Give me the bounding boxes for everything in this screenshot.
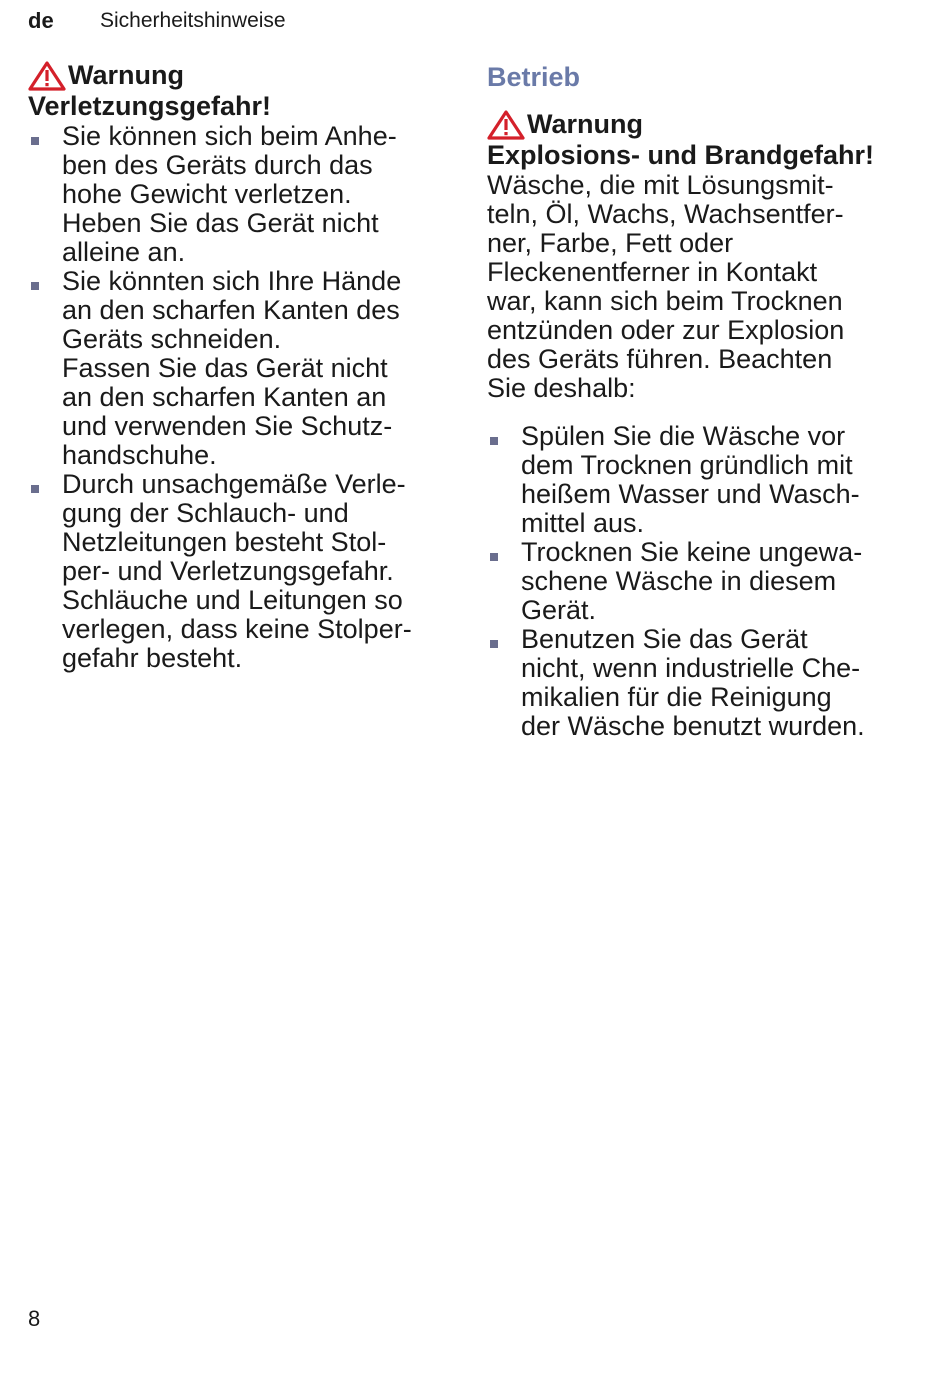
list-item-line: verlegen, dass keine Stolper- <box>62 614 412 644</box>
list-item-line: Durch unsachgemäße Verle- <box>62 469 406 499</box>
list-item-line: heißem Wasser und Wasch- <box>521 479 860 509</box>
list-item-line: Trocknen Sie keine ungewa- <box>521 537 863 567</box>
bullet-square-icon <box>490 640 498 648</box>
page-number: 8 <box>28 1306 41 1331</box>
list-item-line: der Wäsche benutzt wurden. <box>521 711 865 741</box>
warning-heading <box>28 60 453 91</box>
bullet-square-icon <box>490 437 498 445</box>
language-code: de <box>28 8 54 33</box>
list-item-line: Gerät. <box>521 595 597 625</box>
intro-line: ner, Farbe, Fett oder <box>487 228 734 258</box>
list-item <box>28 470 453 673</box>
list-item-line: gefahr besteht. <box>62 643 243 673</box>
left-column <box>28 60 453 673</box>
list-item-line: ben des Geräts durch das <box>62 150 373 180</box>
precaution-list <box>487 422 927 741</box>
list-item-line: dem Trocknen gründlich mit <box>521 450 853 480</box>
list-item-line: Sie könnten sich Ihre Hände <box>62 266 402 296</box>
warning-label: Warnung <box>68 60 184 90</box>
section-heading: Betrieb <box>487 62 581 92</box>
warning-list <box>28 122 453 673</box>
intro-line: war, kann sich beim Trocknen <box>487 286 843 316</box>
intro-line: entzünden oder zur Explosion <box>487 315 845 345</box>
bullet-square-icon <box>31 137 39 145</box>
list-item <box>28 122 453 267</box>
list-item-line: schene Wäsche in diesem <box>521 566 837 596</box>
intro-line: Wäsche, die mit Lösungsmit- <box>487 170 834 200</box>
list-item-line: handschuhe. <box>62 440 217 470</box>
warning-heading <box>487 109 927 140</box>
list-item-line: hohe Gewicht verletzen. <box>62 179 352 209</box>
list-item-line: und verwenden Sie Schutz- <box>62 411 393 441</box>
list-item-line: Geräts schneiden. <box>62 324 282 354</box>
bullet-square-icon <box>31 485 39 493</box>
list-item-line: Fassen Sie das Gerät nicht <box>62 353 388 383</box>
bullet-square-icon <box>31 282 39 290</box>
warning-intro <box>487 171 927 403</box>
warning-triangle-icon <box>487 110 525 140</box>
list-item-line: Netzleitungen besteht Stol- <box>62 527 387 557</box>
warning-title: Verletzungsgefahr! <box>28 91 272 121</box>
list-item-line: nicht, wenn industrielle Che- <box>521 653 861 683</box>
warning-triangle-icon <box>28 61 66 91</box>
list-item-line: an den scharfen Kanten des <box>62 295 400 325</box>
right-column <box>487 60 927 741</box>
warning-title: Explosions- und Brandgefahr! <box>487 140 875 170</box>
intro-line: teln, Öl, Wachs, Wachsentfer- <box>487 199 844 229</box>
list-item-line: mikalien für die Reinigung <box>521 682 832 712</box>
list-item <box>28 267 453 470</box>
header-section-title: Sicherheitshinweise <box>100 9 286 32</box>
intro-line: Fleckenentferner in Kontakt <box>487 257 818 287</box>
list-item-line: Spülen Sie die Wäsche vor <box>521 421 846 451</box>
list-item-line: Heben Sie das Gerät nicht <box>62 208 379 238</box>
list-item-line: an den scharfen Kanten an <box>62 382 387 412</box>
bullet-square-icon <box>490 553 498 561</box>
list-item-line: Benutzen Sie das Gerät <box>521 624 808 654</box>
list-item-line: Sie können sich beim Anhe- <box>62 121 397 151</box>
list-item-line: gung der Schlauch- und <box>62 498 349 528</box>
list-item-line: alleine an. <box>62 237 186 267</box>
list-item <box>487 538 927 625</box>
list-item-line: per- und Verletzungsgefahr. <box>62 556 394 586</box>
intro-line: des Geräts führen. Beachten <box>487 344 833 374</box>
list-item <box>487 625 927 741</box>
warning-label: Warnung <box>527 109 643 139</box>
list-item-line: Schläuche und Leitungen so <box>62 585 403 615</box>
list-item <box>487 422 927 538</box>
list-item-line: mittel aus. <box>521 508 645 538</box>
intro-line: Sie deshalb: <box>487 373 636 403</box>
